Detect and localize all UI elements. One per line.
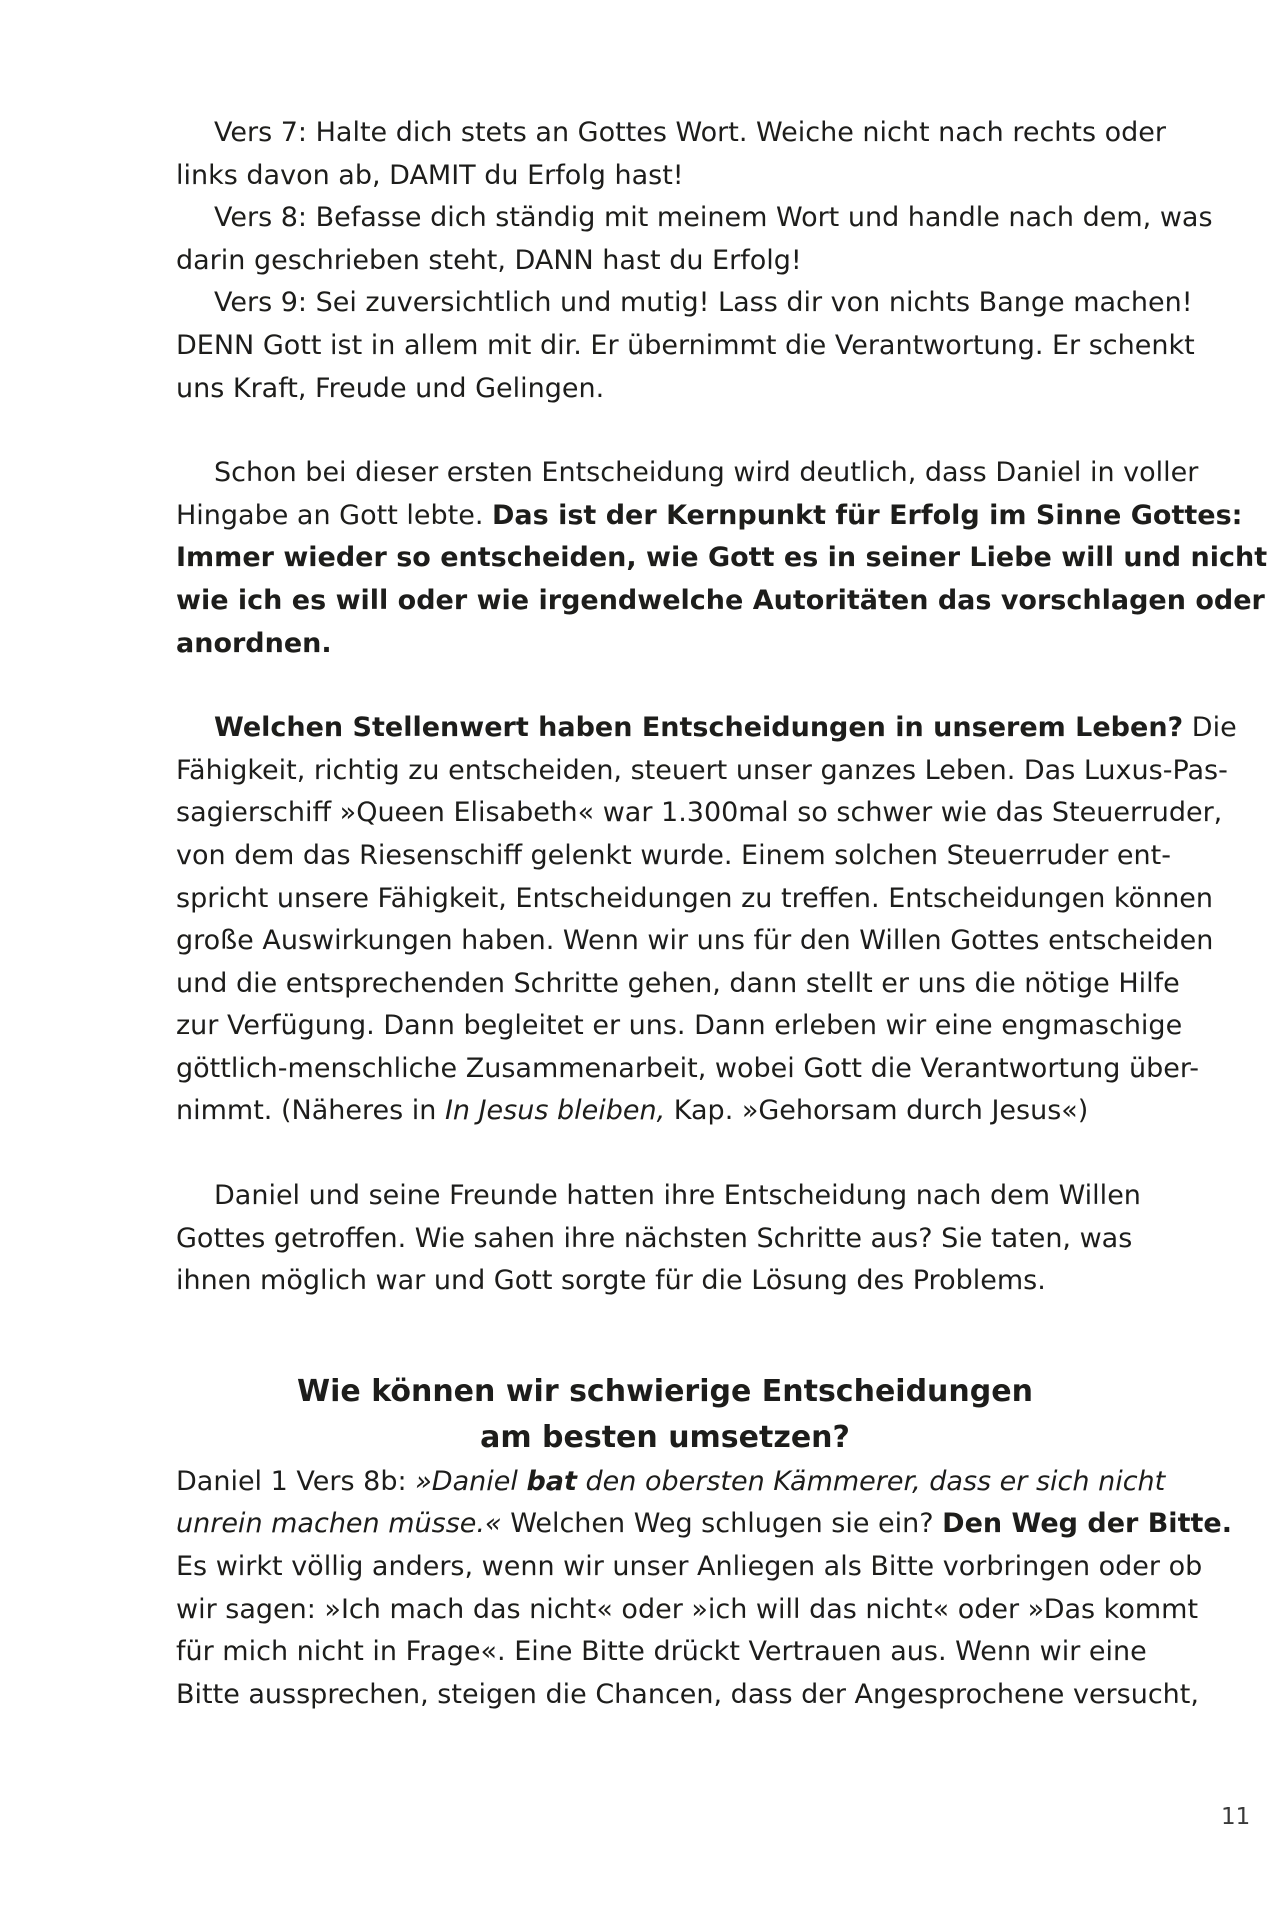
text-line: Vers 7: Halte dich stets an Gottes Wort. Weiche nicht nach rechts oder (214, 117, 1167, 148)
text-line: uns Kraft, Freude und Gelingen. (176, 372, 605, 404)
text-line: große Auswirkungen haben. Wenn wir uns für den Willen Gottes entscheiden (176, 925, 1214, 957)
text-line: wir sagen: »Ich mach das nicht« oder »ich will das nicht« oder »Das kommt (176, 1593, 1199, 1625)
text-line: Vers 9: Sei zuversichtlich und mutig! Lass dir von nichts Bange machen! (214, 287, 1193, 319)
text-line: spricht unsere Fähigkeit, Entscheidungen zu treffen. Entscheidungen können (176, 882, 1214, 914)
text-line: Fähigkeit, richtig zu entscheiden, steuert unser ganzes Leben. Das Luxus-Pas- (176, 754, 1228, 786)
plain-text: nimmt. (Näheres in (176, 1095, 445, 1127)
heading-line: Wie können wir schwierige Entscheidungen (297, 1373, 1033, 1409)
text-line: DENN Gott ist in allem mit dir. Er übernimmt die Verantwortung. Er schenkt (176, 329, 1195, 361)
text-line: Daniel und seine Freunde hatten ihre Entscheidung nach dem Willen (214, 1180, 1141, 1212)
text-line: von dem das Riesenschiff gelenkt wurde. Einem solchen Steuerruder ent- (176, 839, 1171, 871)
plain-text: Kap. »Gehorsam durch Jesus«) (665, 1095, 1089, 1127)
text-line (176, 495, 1243, 538)
paragraph-way-of-request (176, 1461, 1232, 1717)
verse-8 (176, 197, 1213, 282)
bible-quote: »Daniel (415, 1465, 527, 1497)
text-line: Vers 8: Befasse dich ständig mit meinem Wort und handle nach dem, was (214, 202, 1213, 234)
text-line (176, 707, 1237, 750)
emphasis-text: Welchen Stellenwert haben Entscheidungen in unserem Leben? (214, 712, 1184, 744)
text-line (176, 1090, 1154, 1133)
emphasis-line: wie ich es will oder wie irgendwelche Autoritäten das vorschlagen oder (176, 584, 1265, 616)
plain-text: Die (1183, 712, 1237, 744)
text-line: links davon ab, DAMIT du Erfolg hast! (176, 159, 684, 191)
verse-9 (176, 282, 1195, 410)
bible-quote-emphasis: bat (526, 1465, 577, 1497)
text-line: für mich nicht in Frage«. Eine Bitte drückt Vertrauen aus. Wenn wir eine (176, 1636, 1147, 1668)
text-line: Es wirkt völlig anders, wenn wir unser Anliegen als Bitte vorbringen oder ob (176, 1551, 1203, 1583)
verse-7 (176, 112, 1167, 197)
page-number: 11 (1221, 1804, 1251, 1830)
text-line: ihnen möglich war und Gott sorgte für die Lösung des Problems. (176, 1265, 1046, 1297)
emphasis-line: Immer wieder so entscheiden, wie Gott es in seiner Liebe will und nicht (176, 542, 1268, 574)
plain-text: Welchen Weg schlugen sie ein? (501, 1508, 943, 1540)
paragraph-value-of-decisions (176, 707, 1237, 1133)
book-title-reference: In Jesus bleiben, (444, 1095, 666, 1127)
text-line: sagierschiff »Queen Elisabeth« war 1.300mal so schwer wie das Steuerruder, (176, 797, 1223, 829)
text-line (176, 1461, 1166, 1504)
paragraph-daniel-friends (176, 1175, 1154, 1303)
text-line: Schon bei dieser ersten Entscheidung wird deutlich, dass Daniel in voller (214, 457, 1199, 489)
paragraph-first-decision (176, 452, 1268, 665)
plain-text: Daniel 1 Vers 8b: (176, 1465, 416, 1497)
text-line: darin geschrieben steht, DANN hast du Erfolg! (176, 244, 802, 276)
text-line: göttlich-menschliche Zusammenarbeit, wobei Gott die Verantwortung über- (176, 1052, 1199, 1084)
text-line: Gottes getroffen. Wie sahen ihre nächsten Schritte aus? Sie taten, was (176, 1222, 1133, 1254)
plain-text: Hingabe an Gott lebte. (176, 499, 492, 531)
book-page (176, 112, 1268, 1716)
text-line: zur Verfügung. Dann begleitet er uns. Dann erleben wir eine engmaschige (176, 1010, 1183, 1042)
bible-quote: unrein machen müsse.« (176, 1508, 502, 1540)
bible-quote: den obersten Kämmerer, dass er sich nicht (576, 1465, 1166, 1497)
text-line: Bitte aussprechen, steigen die Chancen, dass der Angesprochene versucht, (176, 1678, 1199, 1710)
emphasis-text: Den Weg der Bitte. (942, 1508, 1232, 1540)
emphasis-text: Das ist der Kernpunkt für Erfolg im Sinne Gottes: (491, 499, 1243, 531)
emphasis-line: anordnen. (176, 627, 332, 659)
text-line: und die entsprechenden Schritte gehen, dann stellt er uns die nötige Hilfe (176, 967, 1180, 999)
section-heading (176, 1369, 1154, 1461)
heading-line: am besten umsetzen? (480, 1419, 850, 1455)
text-line (176, 1503, 1232, 1546)
